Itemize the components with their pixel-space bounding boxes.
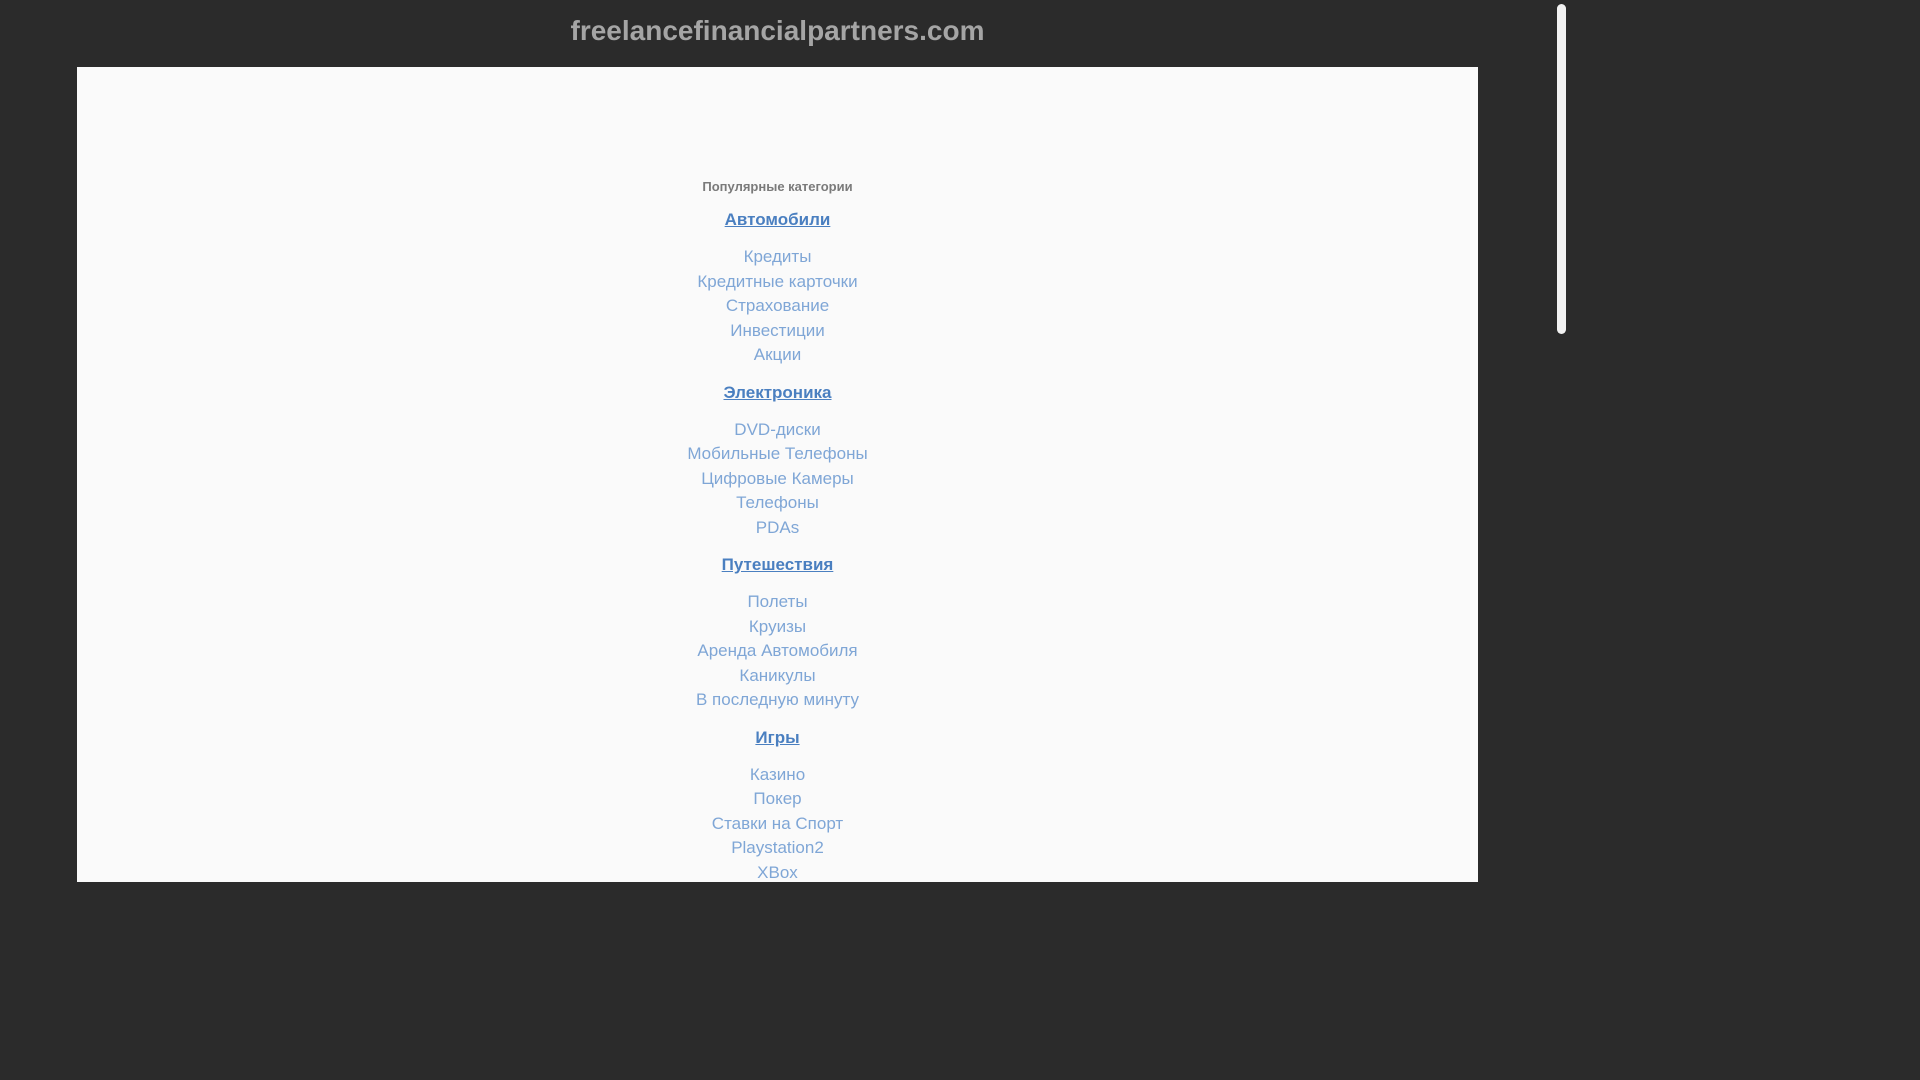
popular-categories-heading: Популярные категории: [702, 179, 853, 194]
sub-link[interactable]: XBox: [757, 862, 798, 882]
category-games: [77, 727, 1478, 883]
sub-link[interactable]: Акции: [753, 345, 802, 364]
sub-link[interactable]: Ставки на Спорт: [711, 813, 844, 833]
sub-link[interactable]: Каникулы: [739, 665, 816, 685]
sub-link[interactable]: Страхование: [725, 296, 830, 315]
sub-link[interactable]: Телефоны: [736, 493, 819, 512]
category-link-electronics[interactable]: Электроника: [723, 382, 832, 402]
sub-link[interactable]: Playstation2: [731, 838, 824, 857]
sub-link[interactable]: Казино: [749, 764, 806, 784]
sub-link[interactable]: В последную минуту: [695, 690, 860, 709]
sub-list-electronics: [77, 418, 1478, 541]
sub-list-travel: [77, 590, 1478, 713]
site-header: [0, 0, 1555, 66]
sub-link[interactable]: Кредитные карточки: [697, 271, 858, 291]
sub-link[interactable]: Покер: [753, 789, 802, 808]
sub-link[interactable]: Круизы: [748, 616, 807, 636]
category-automobiles: [77, 209, 1478, 368]
scrollbar-thumb[interactable]: [1557, 4, 1566, 334]
sub-link[interactable]: Аренда Автомобиля: [697, 641, 858, 660]
category-link-travel[interactable]: Путешествия: [721, 555, 834, 574]
sub-list-automobiles: [77, 245, 1478, 368]
sub-link[interactable]: DVD-диски: [734, 419, 821, 439]
sub-link[interactable]: Мобильные Телефоны: [687, 444, 868, 463]
category-link-games[interactable]: Игры: [755, 727, 800, 747]
category-travel: [77, 554, 1478, 713]
sub-link[interactable]: Цифровые Камеры: [701, 468, 854, 488]
sub-link[interactable]: Полеты: [747, 592, 808, 611]
main-content: [77, 67, 1478, 882]
site-title[interactable]: freelancefinancialpartners.com: [570, 15, 985, 46]
vertical-scrollbar[interactable]: [1555, 0, 1568, 882]
sub-link[interactable]: Кредиты: [743, 247, 812, 266]
category-electronics: [77, 382, 1478, 541]
sub-link[interactable]: PDAs: [755, 517, 800, 537]
category-link-automobiles[interactable]: Автомобили: [724, 210, 831, 229]
sub-list-games: [77, 763, 1478, 883]
sub-link[interactable]: Инвестиции: [730, 320, 825, 340]
